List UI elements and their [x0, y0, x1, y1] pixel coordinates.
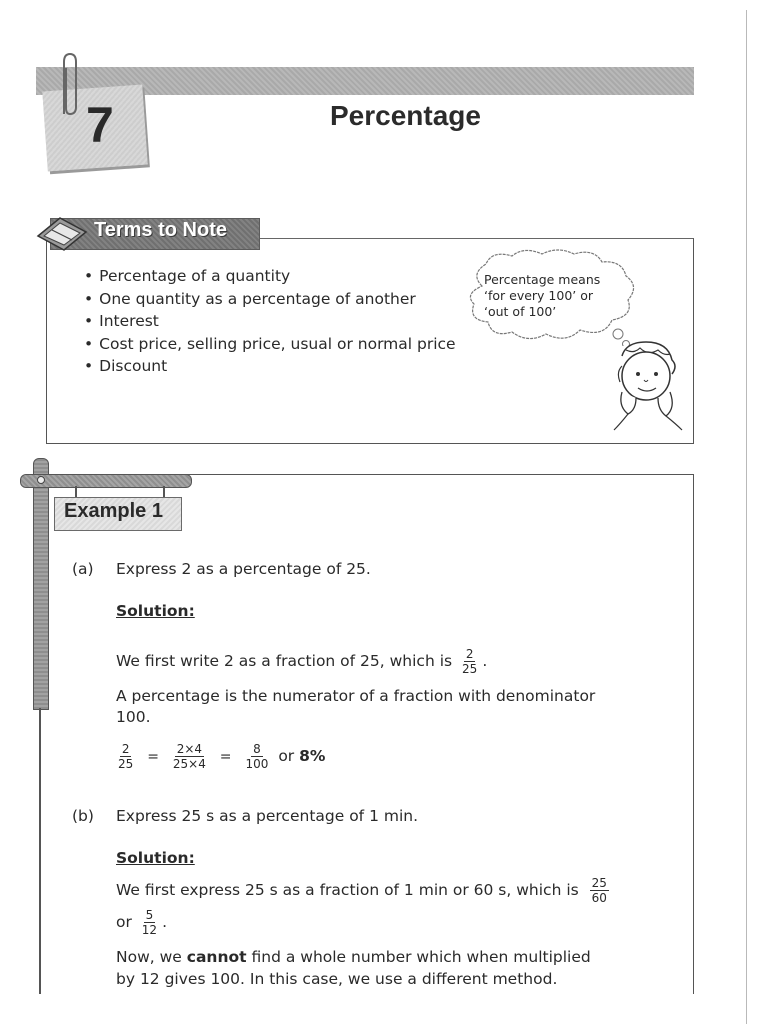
part-a-line3: 100.: [116, 708, 151, 726]
signpost-pole: [33, 458, 49, 710]
terms-list: [84, 265, 456, 378]
open-book-icon: [34, 214, 90, 252]
paperclip-icon: [58, 52, 80, 122]
example-left-border: [39, 708, 41, 994]
part-b-solution-label: Solution:: [116, 849, 195, 867]
term-item: • Percentage of a quantity: [84, 265, 456, 288]
fraction: $\frac{2}{25}$: [118, 742, 134, 771]
fraction: $\frac{25}{60}$: [591, 876, 607, 905]
part-b-line4: by 12 gives 100. In this case, we use a different method.: [116, 970, 558, 988]
signpost-crossbar: [20, 474, 192, 488]
part-a-line1: We first write 2 as a fraction of 25, which is $\frac{2}{25}$ .: [116, 647, 488, 676]
part-a-question: Express 2 as a percentage of 25.: [116, 560, 371, 578]
girl-illustration-icon: [606, 336, 688, 432]
fraction: $\frac{8}{100}$: [245, 742, 269, 771]
fraction: $\frac{2}{25}$: [462, 647, 478, 676]
part-b-question: Express 25 s as a percentage of 1 min.: [116, 807, 419, 825]
fraction: $\frac{2\times 4}{25\times 4}$: [172, 742, 206, 771]
bolt-icon: [37, 476, 45, 484]
thought-bubble-text: Percentage means ‘for every 100’ or ‘out of 100’: [484, 272, 601, 319]
page-edge-line: [746, 10, 747, 1024]
term-item: • Cost price, selling price, usual or normal price: [84, 333, 456, 356]
part-a-line2: A percentage is the numerator of a fraction with denominator: [116, 687, 596, 705]
chapter-title: Percentage: [330, 100, 481, 131]
term-item: • One quantity as a percentage of another: [84, 288, 456, 311]
result-value: 8%: [299, 747, 326, 765]
fraction: $\frac{5}{12}$: [141, 908, 158, 937]
part-a-label: (a): [72, 560, 94, 578]
part-a-solution-label: Solution:: [116, 602, 195, 620]
example-heading: Example 1: [64, 500, 163, 522]
part-b-line3: Now, we cannot find a whole number which when multiplied: [116, 948, 591, 966]
terms-heading: Terms to Note: [94, 219, 227, 241]
term-item: • Interest: [84, 310, 456, 333]
term-item: • Discount: [84, 355, 456, 378]
part-a-equation: $\frac{2}{25}$ = $\frac{2\times 4}{25\times 4}$ = $\frac{8}{100}$ or 8%: [118, 742, 326, 771]
part-b-line1: We first express 25 s as a fraction of 1 min or 60 s, which is $\frac{25}{60}$: [116, 876, 607, 905]
part-b-label: (b): [72, 807, 94, 825]
chapter-number: 7: [86, 97, 114, 153]
part-b-line2: or $\frac{5}{12}$ .: [116, 908, 168, 937]
